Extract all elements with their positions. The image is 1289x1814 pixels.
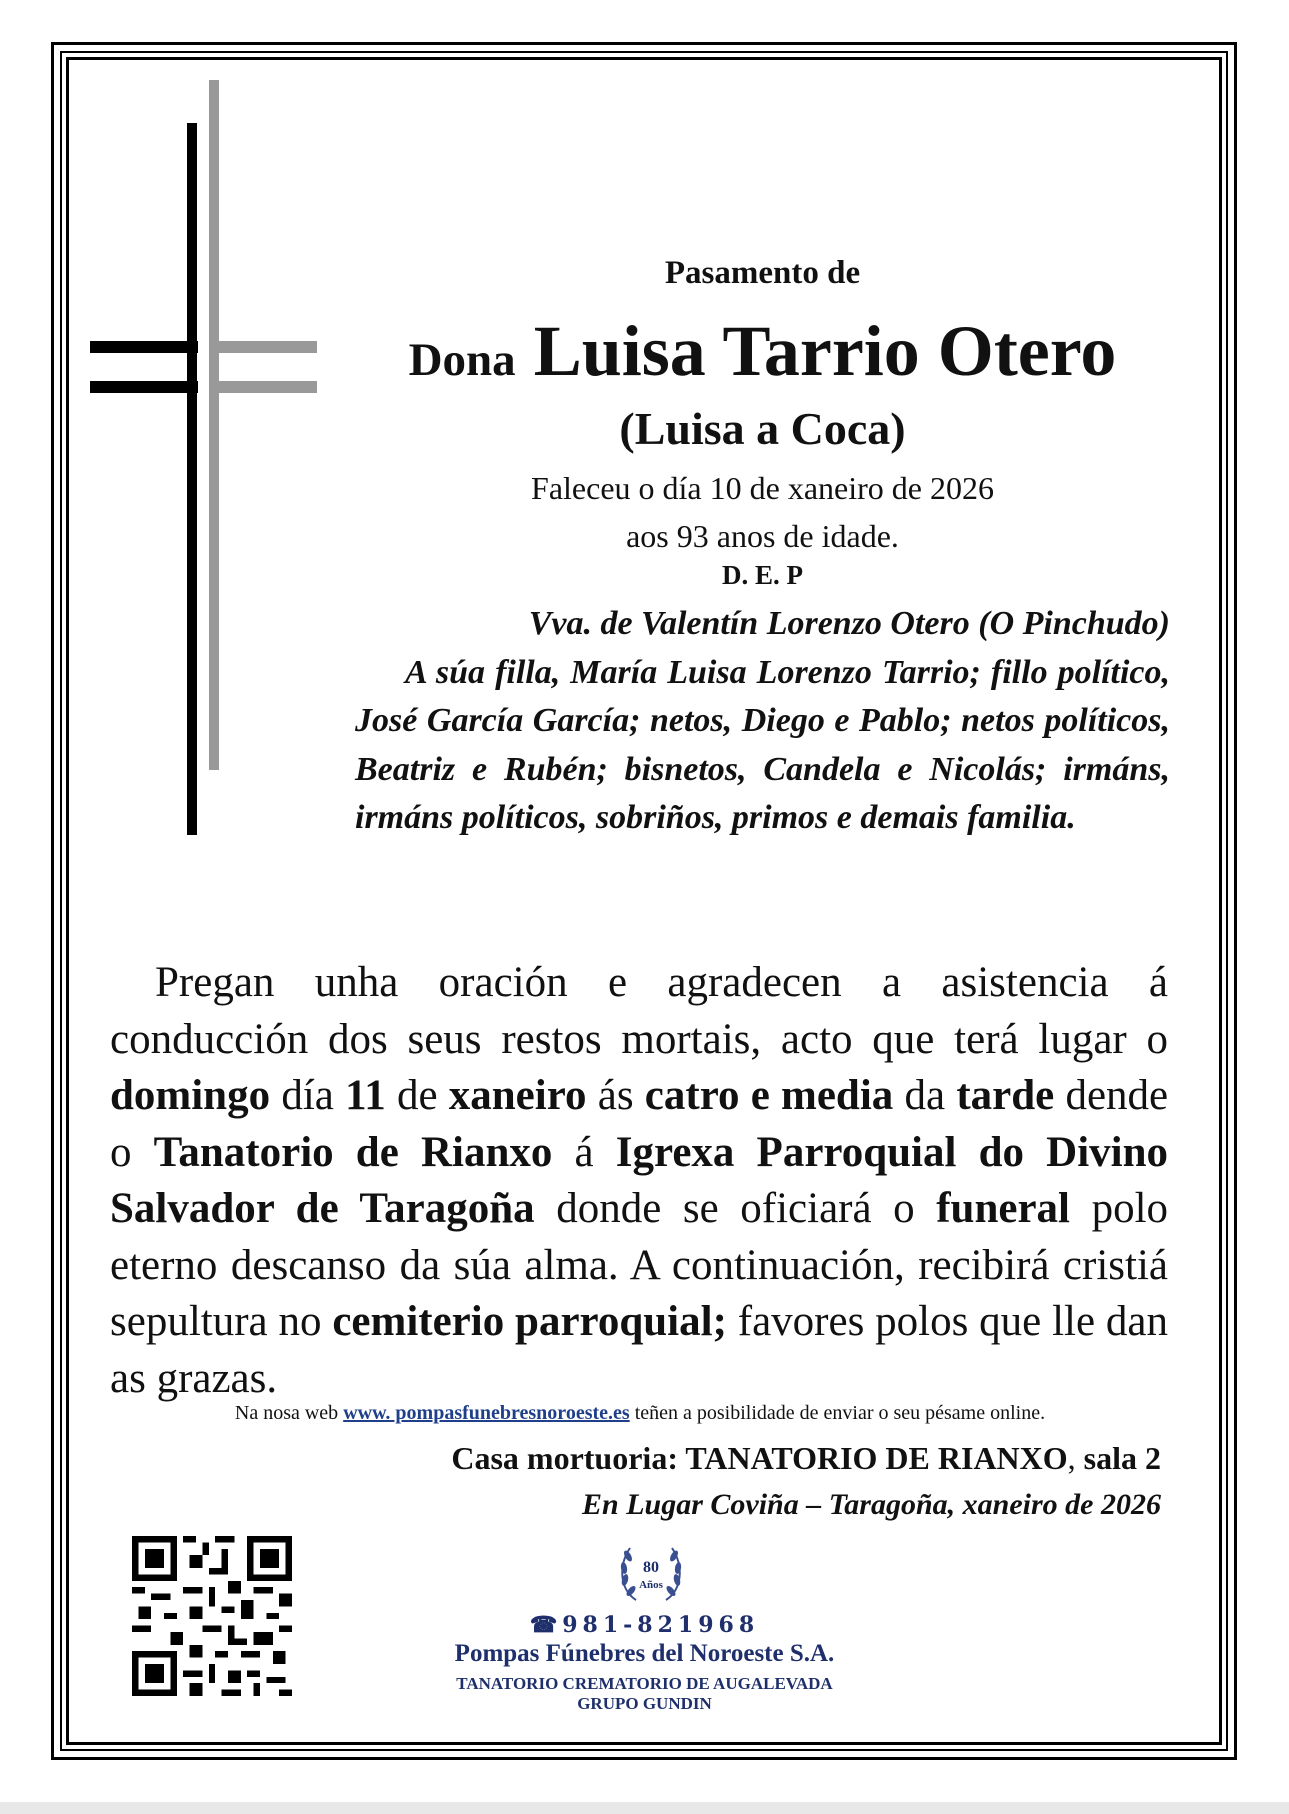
web-notice: Na nosa web www. pompasfunebresnoroeste.es teñen a posibilidade de enviar o seu pésame online. [234,1402,1046,1424]
dep: D. E. P [722,560,803,590]
family-list: A súa filla, María Luisa Lorenzo Tarrio; fillo político, José García García; netos, Diego e Pablo; netos políticos, Beatriz e Rubén; bisnetos, Candela e Nicolás; irmáns, irmáns políticos, sobriños, primos e demais familia. [355,653,1170,836]
family-block [355,600,1170,843]
nickname: (Luisa a Coca) [619,403,906,454]
pasamento-heading: Pasamento de [664,255,861,291]
deceased-name [355,312,1170,391]
casa-mortuoria: Casa mortuoria: TANATORIO DE RIANXO, sala 2 [451,1440,1161,1476]
name-text: Luisa Tarrio Otero [533,311,1117,391]
place-date: En Lugar Coviña – Taragoña, xaneiro de 2026 [582,1488,1161,1521]
death-date: Faleceu o día 10 de xaneiro de 2026 [531,470,994,506]
prayer-paragraph: Pregan unha oración e agradecen a asistencia á conducción dos seus restos mortais, acto que terá lugar o domingo día 11 de xaneiro ás catro e media da tarde dende o Tanatorio de Rianxo á Igrexa Parroquial do Divino Salvador de Taragoña donde se oficiará o funeral polo eterno descanso da súa alma. A continuación, recibirá cristiá sepultura no cemiterio parroquial; favores polos que lle dan as grazas. [110,959,1169,1402]
company-name: Pompas Fúnebres del Noroeste S.A. [454,1640,835,1667]
widow-line: Vva. de Valentín Lorenzo Otero (O Pinchudo) [528,605,1170,642]
company-subtitle: TANATORIO CREMATORIO DE AUGALEVADA [456,1674,833,1693]
title-prefix: Dona [408,334,516,386]
age: aos 93 anos de idade. [626,518,899,554]
website-link[interactable]: www. pompasfunebresnoroeste.es [343,1402,630,1424]
logo-years: 80 [643,1559,659,1576]
telephone-icon: ☎ [529,1612,563,1638]
logo-label: Años [639,1579,663,1591]
company-group: GRUPO GUNDIN [577,1694,712,1713]
phone-number: ☎981-821968 [529,1612,760,1638]
anniversary-logo-icon [606,1536,696,1610]
page-bottom-edge [0,1802,1289,1814]
